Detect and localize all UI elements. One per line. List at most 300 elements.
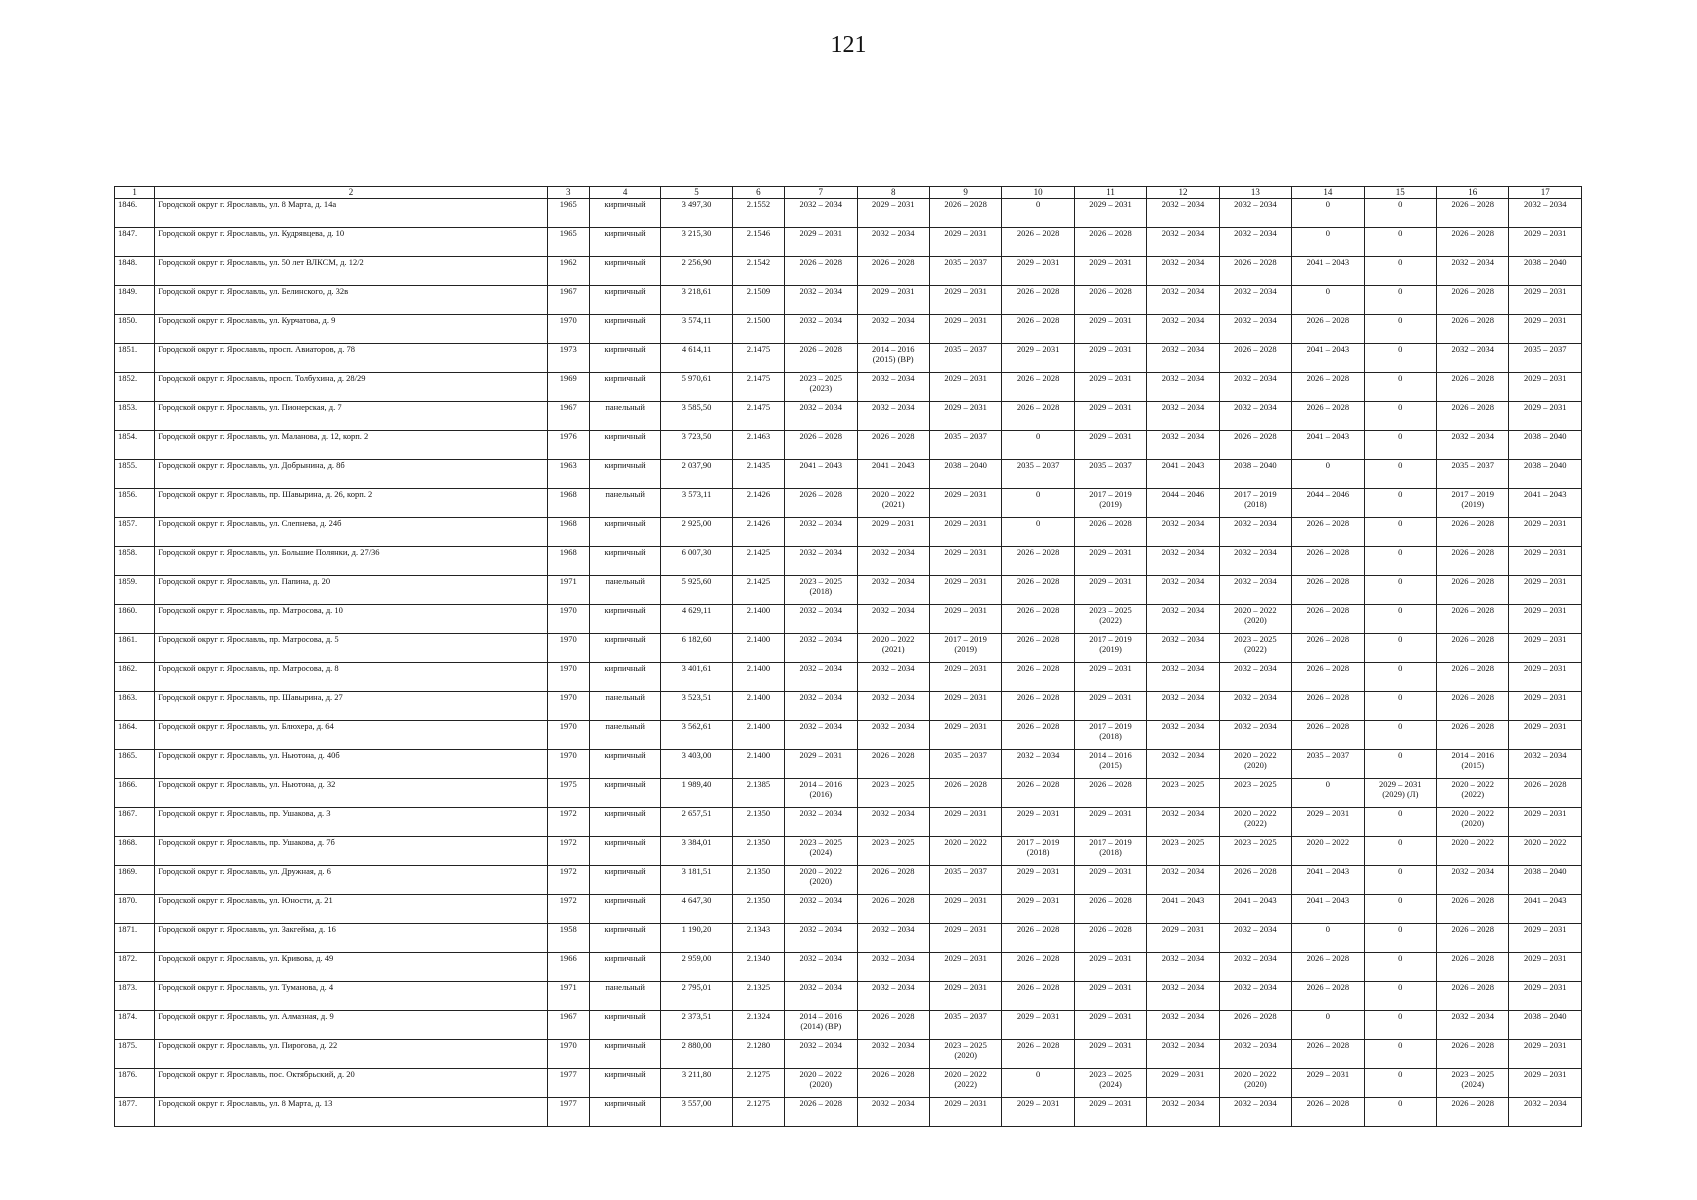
table-row [115,837,1582,866]
table-cell: 3 401,61 [661,663,732,692]
table-cell: 2.1400 [732,721,784,750]
table-cell: 2023 – 2025 (2020) [929,1040,1001,1069]
table-cell: 2026 – 2028 [1437,199,1509,228]
table-cell: 2017 – 2019 (2019) [929,634,1001,663]
table-cell: 0 [1364,489,1436,518]
table-cell: 0 [1002,199,1074,228]
table-row [115,808,1582,837]
table-cell: 2026 – 2028 [1437,373,1509,402]
table-cell: 2038 – 2040 [1509,257,1582,286]
table-cell: 5 925,60 [661,576,732,605]
table-cell: 2032 – 2034 [857,547,929,576]
table-cell: 2032 – 2034 [1219,663,1291,692]
table-cell: 2032 – 2034 [1147,750,1219,779]
table-cell: 2026 – 2028 [1074,895,1146,924]
table-cell: Городской округ г. Ярославль, ул. Белинского, д. 32в [155,286,547,315]
table-cell: 0 [1292,228,1364,257]
table-cell: кирпичный [589,924,660,953]
table-cell: 2029 – 2031 [929,605,1001,634]
table-cell: 1846. [115,199,155,228]
table-cell: 2032 – 2034 [1437,257,1509,286]
table-cell: 2026 – 2028 [1002,721,1074,750]
table-cell: 2038 – 2040 [929,460,1001,489]
table-cell: 2035 – 2037 [1509,344,1582,373]
table-cell: 2032 – 2034 [1147,1098,1219,1127]
table-cell: 2014 – 2016 (2015) [1074,750,1146,779]
table-cell: 2035 – 2037 [929,750,1001,779]
table-cell: 2035 – 2037 [929,1011,1001,1040]
column-header: 6 [732,187,784,199]
table-cell: кирпичный [589,866,660,895]
table-cell: 1971 [547,982,589,1011]
table-row [115,257,1582,286]
table-cell: 1969 [547,373,589,402]
table-cell: 2023 – 2025 (2024) [785,837,857,866]
table-cell: Городской округ г. Ярославль, ул. Большие Полянки, д. 27/36 [155,547,547,576]
table-cell: 2032 – 2034 [857,315,929,344]
table-cell: 2041 – 2043 [1292,344,1364,373]
table-cell: 2032 – 2034 [1147,518,1219,547]
table-cell: 2026 – 2028 [1292,692,1364,721]
table-cell: 0 [1364,518,1436,547]
table-row [115,1040,1582,1069]
table-cell: 2029 – 2031 [1509,518,1582,547]
table-cell: 2026 – 2028 [1002,373,1074,402]
table-cell: 2.1463 [732,431,784,460]
table-cell: 2026 – 2028 [1292,1098,1364,1127]
table-cell: Городской округ г. Ярославль, ул. Дружная, д. 6 [155,866,547,895]
table-cell: 2029 – 2031 [1002,808,1074,837]
table-cell: 2029 – 2031 [1509,315,1582,344]
table-cell: кирпичный [589,1069,660,1098]
table-row [115,750,1582,779]
table-cell: 2032 – 2034 [1147,808,1219,837]
table-cell: 2026 – 2028 [1437,518,1509,547]
table-cell: 1970 [547,1040,589,1069]
table-cell: 0 [1364,982,1436,1011]
table-cell: 2029 – 2031 [1074,1040,1146,1069]
table-cell: 2026 – 2028 [1292,1040,1364,1069]
table-cell: 2020 – 2022 (2020) [785,866,857,895]
table-cell: 2026 – 2028 [1219,431,1291,460]
table-cell: 2041 – 2043 [1292,866,1364,895]
table-cell: 2020 – 2022 (2020) [1437,808,1509,837]
table-cell: 2032 – 2034 [1219,286,1291,315]
table-cell: 2032 – 2034 [857,576,929,605]
table-cell: 2 657,51 [661,808,732,837]
column-header: 10 [1002,187,1074,199]
table-cell: 1975 [547,779,589,808]
table-cell: 2029 – 2031 [1074,315,1146,344]
table-cell: 2029 – 2031 [1509,547,1582,576]
table-cell: 2032 – 2034 [785,634,857,663]
table-row [115,924,1582,953]
table-cell: 1977 [547,1069,589,1098]
table-cell: 0 [1364,750,1436,779]
table-cell: 2020 – 2022 (2021) [857,634,929,663]
table-cell: 1963 [547,460,589,489]
table-cell: 2029 – 2031 [857,286,929,315]
table-cell: 2032 – 2034 [1147,373,1219,402]
table-cell: 2023 – 2025 [1219,779,1291,808]
table-cell: 3 574,11 [661,315,732,344]
table-cell: 2026 – 2028 [1292,634,1364,663]
table-cell: 2032 – 2034 [1219,199,1291,228]
table-cell: 2026 – 2028 [1437,402,1509,431]
table-cell: кирпичный [589,518,660,547]
table-cell: 1970 [547,692,589,721]
table-cell: 2.1275 [732,1098,784,1127]
table-cell: 2032 – 2034 [1147,1040,1219,1069]
table-cell: 2026 – 2028 [1437,663,1509,692]
table-row [115,547,1582,576]
table-cell: 2026 – 2028 [785,431,857,460]
table-cell: 5 970,61 [661,373,732,402]
table-cell: 1970 [547,605,589,634]
table-cell: 0 [1364,1011,1436,1040]
table-cell: 2029 – 2031 [929,924,1001,953]
table-cell: 2032 – 2034 [1147,199,1219,228]
table-cell: 1861. [115,634,155,663]
table-cell: 1 989,40 [661,779,732,808]
table-row [115,199,1582,228]
table-row [115,895,1582,924]
table-row [115,402,1582,431]
table-row [115,779,1582,808]
table-row [115,1098,1582,1127]
table-cell: 2035 – 2037 [1437,460,1509,489]
table-cell: 1976 [547,431,589,460]
table-cell: 1967 [547,286,589,315]
table-row [115,1011,1582,1040]
table-cell: 0 [1364,953,1436,982]
table-cell: 2029 – 2031 [929,489,1001,518]
column-header: 14 [1292,187,1364,199]
table-cell: 1972 [547,837,589,866]
table-cell: 2026 – 2028 [1292,402,1364,431]
table-cell: 2041 – 2043 [1219,895,1291,924]
table-cell: 3 585,50 [661,402,732,431]
table-cell: кирпичный [589,895,660,924]
table-cell: кирпичный [589,605,660,634]
table-cell: кирпичный [589,431,660,460]
table-cell: 1876. [115,1069,155,1098]
table-cell: 2032 – 2034 [1147,692,1219,721]
table-cell: 2032 – 2034 [1147,721,1219,750]
table-cell: 1973 [547,344,589,373]
table-cell: 2029 – 2031 [929,373,1001,402]
table-cell: 2029 – 2031 [929,315,1001,344]
table-cell: 2029 – 2031 [1509,721,1582,750]
column-header: 1 [115,187,155,199]
table-cell: 2041 – 2043 [785,460,857,489]
table-cell: 2035 – 2037 [1292,750,1364,779]
table-cell: 2032 – 2034 [785,808,857,837]
table-cell: 0 [1292,460,1364,489]
table-cell: 2032 – 2034 [1147,982,1219,1011]
table-cell: 2020 – 2022 (2020) [1219,605,1291,634]
table-cell: 2029 – 2031 [1074,402,1146,431]
table-cell: 2032 – 2034 [785,199,857,228]
table-cell: 1977 [547,1098,589,1127]
table-cell: 2026 – 2028 [1437,634,1509,663]
table-cell: 0 [1364,228,1436,257]
table-cell: Городской округ г. Ярославль, ул. Алмазная, д. 9 [155,1011,547,1040]
table-cell: кирпичный [589,547,660,576]
table-cell: 1869. [115,866,155,895]
table-row [115,866,1582,895]
table-cell: 2026 – 2028 [1002,547,1074,576]
table-cell: 2020 – 2022 (2022) [1437,779,1509,808]
table-row [115,721,1582,750]
table-cell: 2017 – 2019 (2018) [1219,489,1291,518]
table-cell: 2029 – 2031 [1002,866,1074,895]
table-cell: 2029 – 2031 [1509,373,1582,402]
table-cell: 2029 – 2031 [1509,576,1582,605]
table-cell: 2017 – 2019 (2018) [1002,837,1074,866]
table-cell: 2 037,90 [661,460,732,489]
table-cell: 2032 – 2034 [857,721,929,750]
table-cell: 0 [1292,924,1364,953]
table-cell: 2026 – 2028 [1074,924,1146,953]
table-cell: кирпичный [589,228,660,257]
table-cell: 2020 – 2022 [1437,837,1509,866]
table-cell: 2.1385 [732,779,784,808]
table-cell: 2038 – 2040 [1219,460,1291,489]
table-cell: панельный [589,489,660,518]
table-cell: 2023 – 2025 [857,779,929,808]
table-body [115,199,1582,1127]
table-cell: 2 795,01 [661,982,732,1011]
table-cell: 1970 [547,750,589,779]
table-cell: 1874. [115,1011,155,1040]
table-cell: 2029 – 2031 [1292,1069,1364,1098]
table-cell: кирпичный [589,750,660,779]
table-cell: 2023 – 2025 (2024) [1074,1069,1146,1098]
table-cell: 2026 – 2028 [785,1098,857,1127]
table-cell: 2032 – 2034 [1509,750,1582,779]
table-cell: 2029 – 2031 [1509,634,1582,663]
table-cell: 2038 – 2040 [1509,866,1582,895]
table-cell: 0 [1002,518,1074,547]
table-cell: Городской округ г. Ярославль, просп. Толбухина, д. 28/29 [155,373,547,402]
table-cell: 2026 – 2028 [1437,228,1509,257]
table-cell: 2032 – 2034 [1219,547,1291,576]
table-cell: 2029 – 2031 [1147,924,1219,953]
table-cell: 2026 – 2028 [857,1011,929,1040]
table-cell: 2032 – 2034 [1147,634,1219,663]
table-cell: 2026 – 2028 [1002,286,1074,315]
table-cell: 2.1426 [732,489,784,518]
table-cell: 1868. [115,837,155,866]
table-cell: 1972 [547,895,589,924]
table-cell: 2029 – 2031 [929,402,1001,431]
table-cell: 2026 – 2028 [1292,576,1364,605]
table-cell: кирпичный [589,315,660,344]
table-cell: кирпичный [589,837,660,866]
table-cell: 2029 – 2031 (2029) (Л) [1364,779,1436,808]
table-cell: 2026 – 2028 [1437,721,1509,750]
table-cell: 2032 – 2034 [857,228,929,257]
table-cell: 2032 – 2034 [1147,663,1219,692]
table-cell: 2032 – 2034 [785,953,857,982]
table-cell: 2 256,90 [661,257,732,286]
table-cell: 2032 – 2034 [857,373,929,402]
table-cell: 2032 – 2034 [1219,692,1291,721]
table-cell: 1863. [115,692,155,721]
table-cell: 2026 – 2028 [1292,518,1364,547]
table-cell: 2029 – 2031 [929,286,1001,315]
column-header: 7 [785,187,857,199]
table-row [115,460,1582,489]
table-cell: 2.1475 [732,402,784,431]
table-cell: 3 557,00 [661,1098,732,1127]
table-cell: 2041 – 2043 [1509,895,1582,924]
table-cell: 2026 – 2028 [1002,779,1074,808]
table-cell: 2026 – 2028 [1437,286,1509,315]
table-cell: 2026 – 2028 [1292,315,1364,344]
table-cell: 3 573,11 [661,489,732,518]
table-row [115,228,1582,257]
table-cell: 2020 – 2022 (2020) [1219,750,1291,779]
table-cell: 3 497,30 [661,199,732,228]
table-cell: 2026 – 2028 [1437,953,1509,982]
table-cell: 3 384,01 [661,837,732,866]
table-cell: 2029 – 2031 [1509,228,1582,257]
table-cell: панельный [589,402,660,431]
table-cell: 2023 – 2025 [1219,837,1291,866]
table-row [115,634,1582,663]
table-cell: 2032 – 2034 [1219,721,1291,750]
table-cell: 2029 – 2031 [1509,924,1582,953]
table-cell: 2.1475 [732,373,784,402]
table-cell: 2026 – 2028 [1292,373,1364,402]
table-cell: 0 [1364,460,1436,489]
table-cell: 2026 – 2028 [1219,1011,1291,1040]
table-cell: 2029 – 2031 [929,547,1001,576]
table-cell: 4 629,11 [661,605,732,634]
column-header: 15 [1364,187,1436,199]
table-cell: Городской округ г. Ярославль, ул. 8 Марта, д. 14а [155,199,547,228]
table-cell: 2.1350 [732,895,784,924]
table-cell: 1965 [547,228,589,257]
table-cell: 1970 [547,634,589,663]
table-cell: 2029 – 2031 [1509,982,1582,1011]
table-cell: 2026 – 2028 [1437,1040,1509,1069]
table-cell: 2020 – 2022 (2020) [1219,1069,1291,1098]
table-cell: 2029 – 2031 [1074,576,1146,605]
table-cell: 2026 – 2028 [1437,547,1509,576]
table-cell: 2026 – 2028 [1074,228,1146,257]
table-cell: 0 [1364,663,1436,692]
column-header: 12 [1147,187,1219,199]
table-cell: 2026 – 2028 [1437,924,1509,953]
table-cell: 1962 [547,257,589,286]
table-cell: 2032 – 2034 [1147,344,1219,373]
table-cell: 2029 – 2031 [1509,1069,1582,1098]
table-cell: 2026 – 2028 [857,750,929,779]
table-cell: кирпичный [589,808,660,837]
table-cell: 2014 – 2016 (2014) (ВР) [785,1011,857,1040]
table-cell: 2029 – 2031 [929,576,1001,605]
table-cell: 2026 – 2028 [857,257,929,286]
table-row [115,953,1582,982]
table-cell: кирпичный [589,663,660,692]
table-row [115,576,1582,605]
table-cell: 2029 – 2031 [1074,982,1146,1011]
table-cell: 2.1426 [732,518,784,547]
table-cell: кирпичный [589,286,660,315]
table-cell: 2017 – 2019 (2019) [1074,489,1146,518]
table-cell: 2032 – 2034 [785,982,857,1011]
table-cell: 2029 – 2031 [1002,257,1074,286]
table-cell: 2.1425 [732,547,784,576]
table-cell: 2029 – 2031 [1074,953,1146,982]
table-cell: 2035 – 2037 [929,257,1001,286]
table-cell: 1849. [115,286,155,315]
table-cell: 2020 – 2022 (2020) [785,1069,857,1098]
table-cell: 2026 – 2028 [1292,605,1364,634]
table-cell: Городской округ г. Ярославль, пр. Матросова, д. 8 [155,663,547,692]
table-cell: 2.1475 [732,344,784,373]
table-cell: Городской округ г. Ярославль, ул. Ньютона, д. 40б [155,750,547,779]
table-cell: 2.1324 [732,1011,784,1040]
table-cell: 2026 – 2028 [1002,576,1074,605]
table-cell: 1852. [115,373,155,402]
table-cell: 1970 [547,663,589,692]
table-row [115,286,1582,315]
table-cell: 2026 – 2028 [1074,779,1146,808]
table-cell: 1972 [547,866,589,895]
table-cell: 2026 – 2028 [1002,953,1074,982]
table-cell: 2029 – 2031 [785,750,857,779]
table-cell: 0 [1364,837,1436,866]
column-header: 11 [1074,187,1146,199]
table-cell: 2032 – 2034 [785,663,857,692]
table-cell: 2032 – 2034 [1219,373,1291,402]
table-cell: 2014 – 2016 (2015) [1437,750,1509,779]
table-cell: 2026 – 2028 [857,866,929,895]
table-cell: 2029 – 2031 [1509,692,1582,721]
table-cell: 2029 – 2031 [1074,547,1146,576]
table-cell: 1877. [115,1098,155,1127]
table-cell: 2029 – 2031 [1509,286,1582,315]
table-row [115,489,1582,518]
table-cell: 2026 – 2028 [1002,605,1074,634]
table-cell: 2029 – 2031 [1074,257,1146,286]
table-cell: кирпичный [589,634,660,663]
table-cell: 2017 – 2019 (2018) [1074,837,1146,866]
table-cell: 2032 – 2034 [1147,1011,1219,1040]
column-header: 9 [929,187,1001,199]
table-cell: 2.1400 [732,692,784,721]
table-cell: 1958 [547,924,589,953]
table-cell: 2035 – 2037 [1074,460,1146,489]
table-row [115,982,1582,1011]
table-cell: 2026 – 2028 [1002,634,1074,663]
table-cell: 2026 – 2028 [1219,257,1291,286]
table-cell: 2032 – 2034 [1147,547,1219,576]
table-cell: Городской округ г. Ярославль, ул. 50 лет ВЛКСМ, д. 12/2 [155,257,547,286]
table-cell: 2029 – 2031 [1002,1011,1074,1040]
table-cell: 2032 – 2034 [1147,315,1219,344]
table-cell: 2023 – 2025 [1147,779,1219,808]
table-cell: 0 [1364,402,1436,431]
table-cell: 2020 – 2022 [1509,837,1582,866]
table-cell: 2032 – 2034 [1437,866,1509,895]
table-cell: 2029 – 2031 [857,518,929,547]
table-cell: Городской округ г. Ярославль, ул. 8 Марта, д. 13 [155,1098,547,1127]
